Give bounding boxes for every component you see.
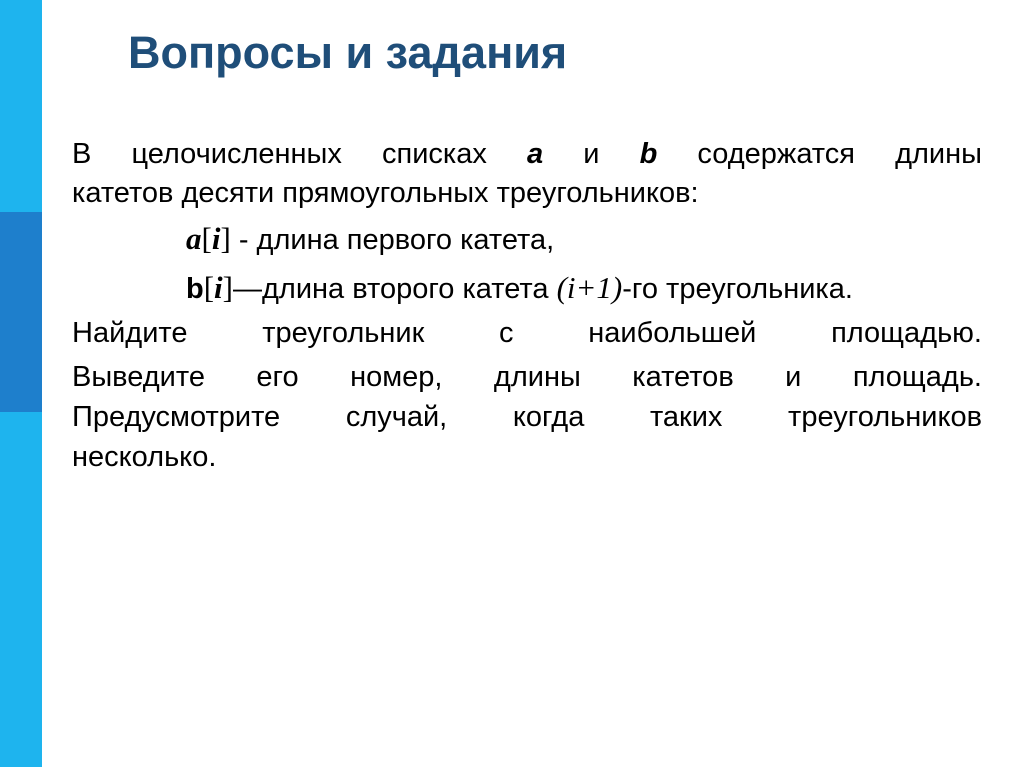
text-line-8: несколько.	[72, 441, 217, 473]
variable-a: a	[186, 221, 202, 256]
variable-i: i	[214, 270, 223, 305]
text-line-7: Предусмотрите случай, когда таких треугольников	[72, 401, 982, 433]
text-line-6: Выведите его номер, длины катетов и площадь.	[72, 361, 982, 393]
text-fragment: —длина второго катета	[233, 273, 557, 305]
text-fragment: -го треугольника.	[622, 273, 853, 305]
text-line-3	[186, 222, 554, 257]
text-line-5: Найдите треугольник с наибольшей площадью.	[72, 317, 982, 349]
bracket-open: [	[203, 270, 215, 305]
text-fragment: содержатся длины	[657, 138, 982, 170]
text-fragment: и	[543, 138, 640, 170]
bracket-close: ]	[222, 270, 233, 305]
text-line-1	[72, 137, 982, 171]
variable-b: b	[639, 138, 658, 170]
variable-b: b	[186, 273, 204, 305]
left-accent-bar-highlight	[0, 212, 42, 412]
expression-i-plus-1: (i+1)	[556, 270, 623, 305]
bracket-close: ]	[220, 221, 231, 256]
text-fragment: В целочисленных списках	[72, 138, 527, 170]
text-fragment: - длина первого катета,	[230, 224, 555, 256]
text-line-4	[186, 271, 853, 306]
bracket-open: [	[201, 221, 212, 256]
text-line-2: катетов десяти прямоугольных треугольников:	[72, 177, 699, 209]
variable-i: i	[211, 221, 221, 256]
variable-a: a	[526, 138, 544, 170]
slide-title: Вопросы и задания	[128, 27, 568, 78]
